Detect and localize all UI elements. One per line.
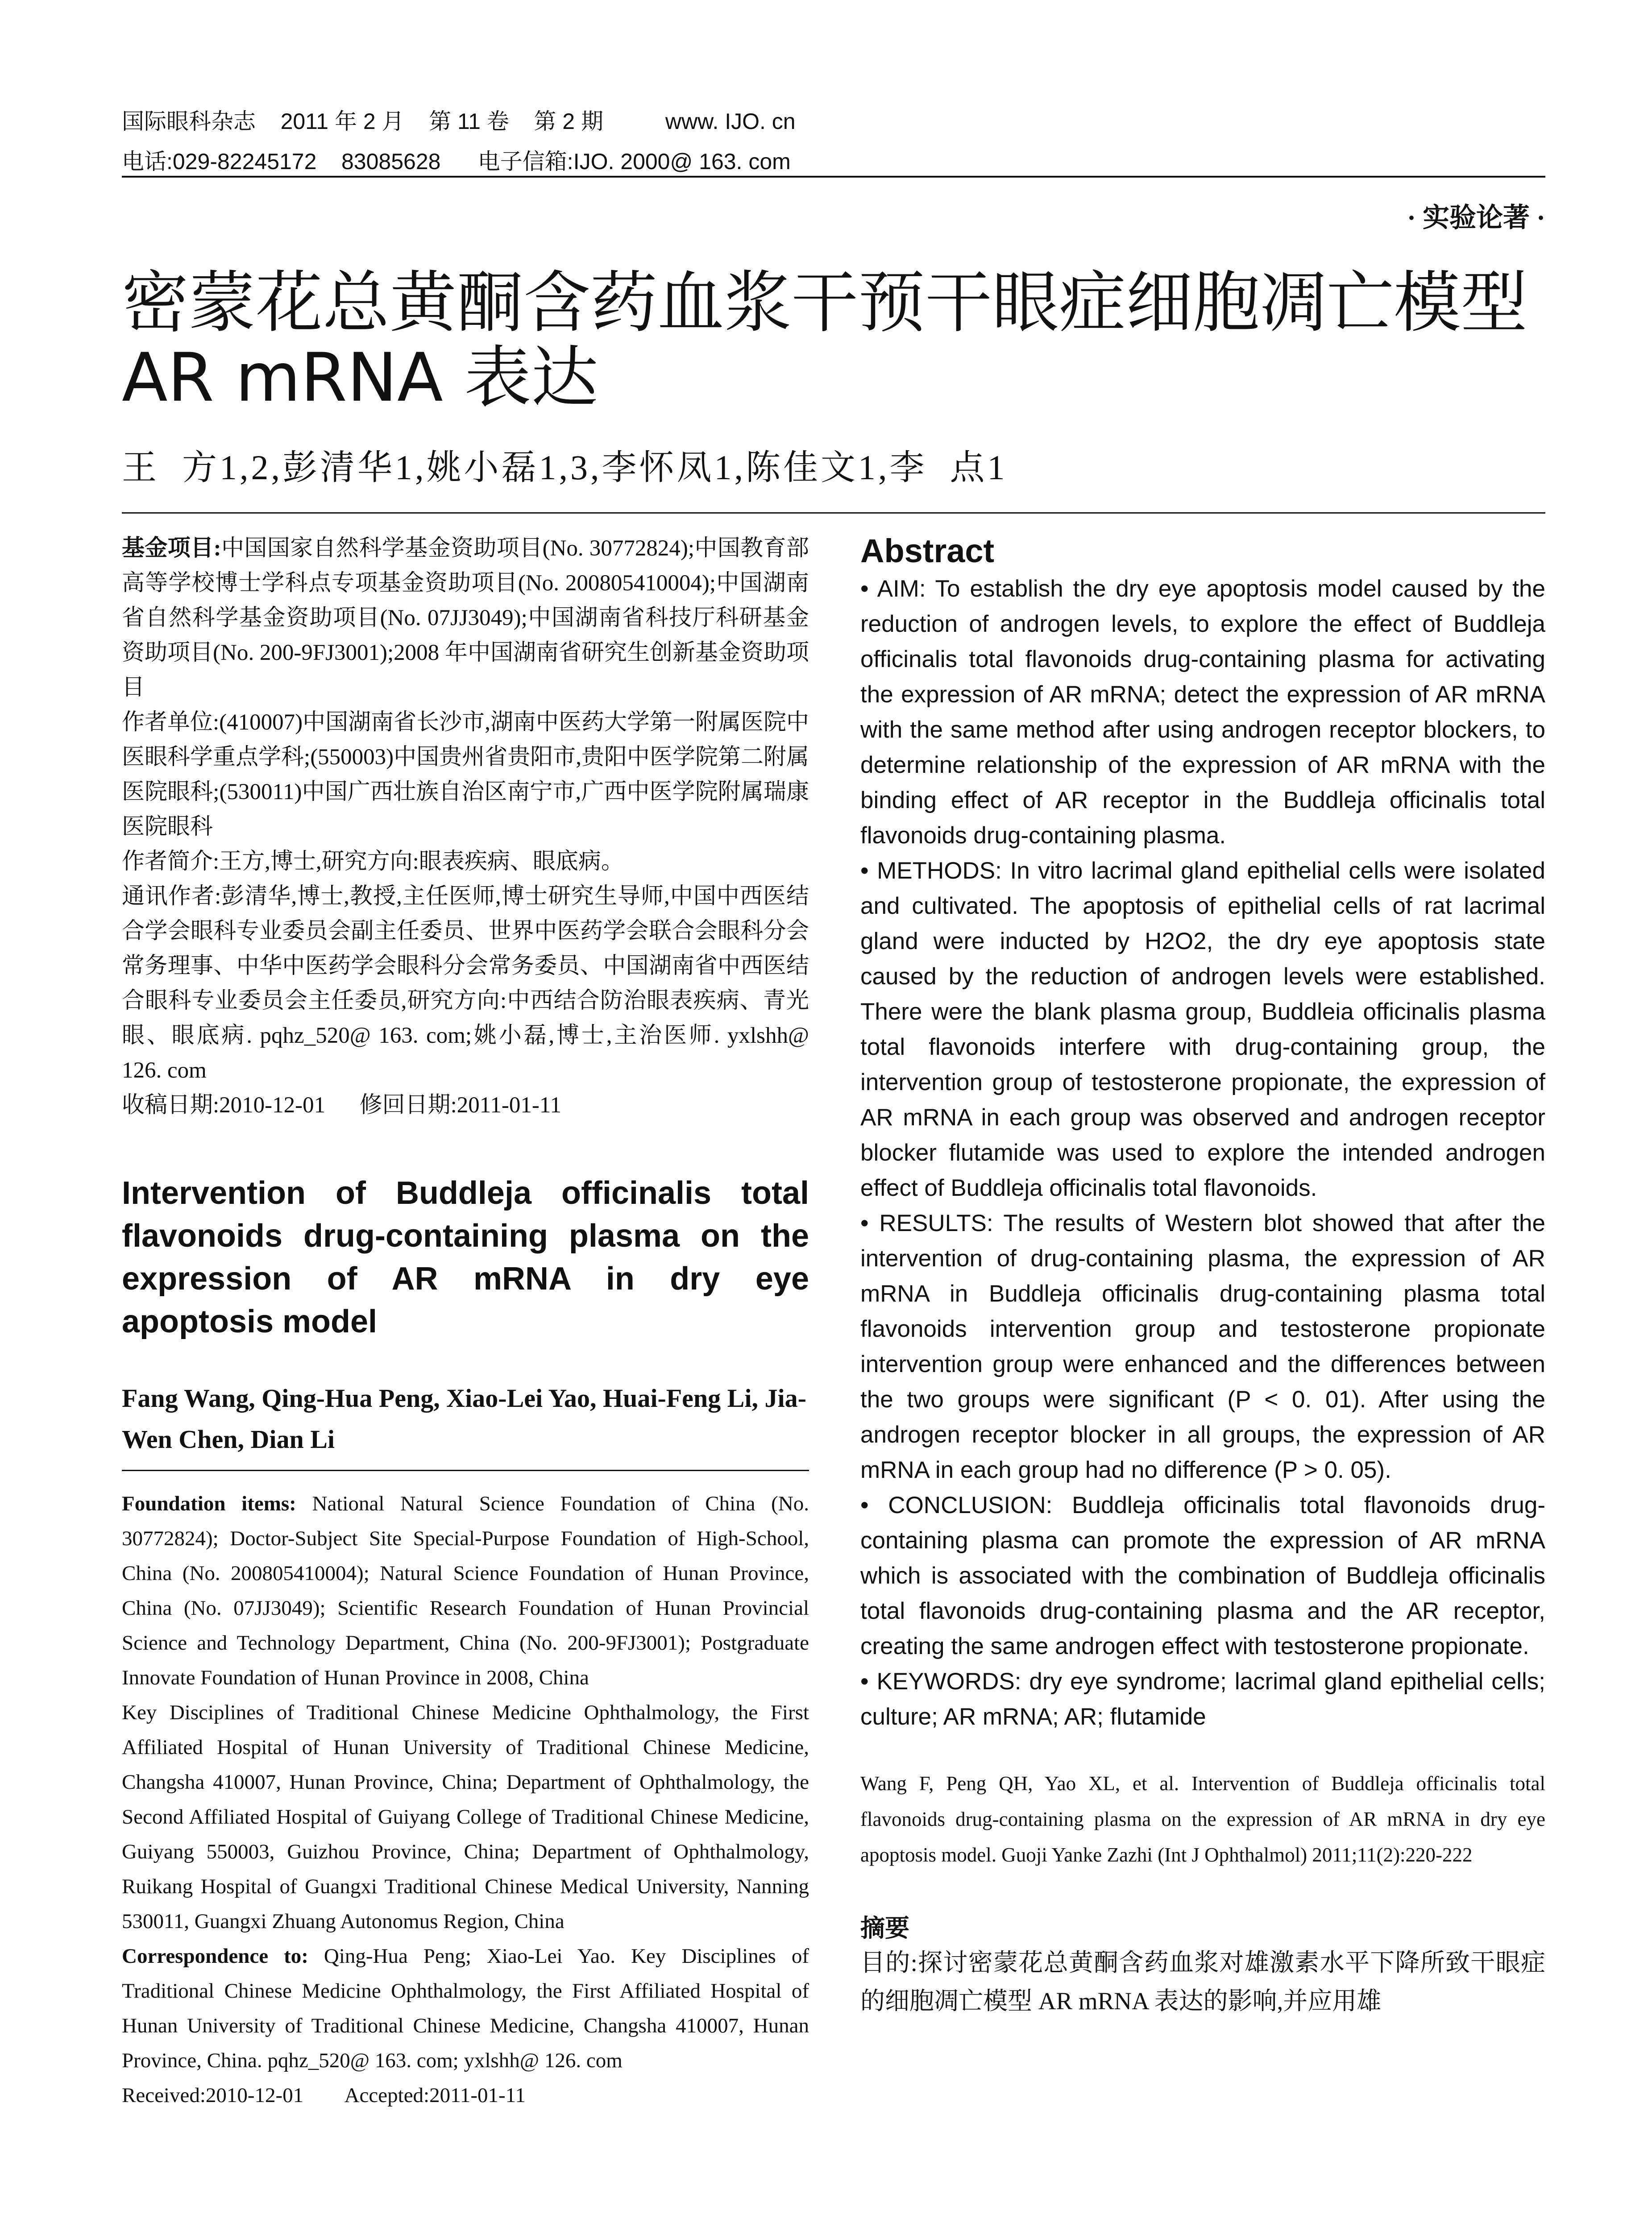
zh-abstract-heading: 摘要 [860, 1915, 910, 1942]
abstract-methods: • METHODS: In vitro lacrimal gland epithelial cells were isolated and cultivated. The apoptosis of epithelial cells of rat lacrimal gland were inducted by H2O2, the dry eye apoptosis state caused by the reduction of androgen levels were established. There were the blank plasma group, Buddleia officinalis plasma total flavonoids interfere with drug-containing group, the intervention group of testosterone propionate, the expression of AR mRNA in each group was observed and androgen receptor blocker flutamide was used to explore the intended androgen effect of Buddleja officinalis total flavonoids. [860, 858, 1545, 1201]
affiliation-en: Key Disciplines of Traditional Chinese Medicine Ophthalmology, the First Affiliated Hospital of Hunan University of Traditional Chinese Medicine, Changsha 410007, Hunan Province, China; Department of Ophthalmology, the Second Affiliated Hospital of Guiyang College of Traditional Chinese Medicine, Guiyang 550003, Guizhou Province, China; Department of Ophthalmology, Ruikang Hospital of Guangxi Traditional Chinese Medical University, Nanning 530011, Guangxi Zhuang Autonomus Region, China [122, 1701, 809, 1933]
funding-label: 基金项目: [122, 536, 221, 561]
right-column [860, 531, 1545, 2020]
abstract-conclusion: • CONCLUSION: Buddleja officinalis total flavonoids drug-containing plasma can promote the expression of AR mRNA which is associated with the combination of Buddleja officinalis total flavonoids drug-containing plasma and the AR receptor, creating the same androgen effect with testosterone propionate. [860, 1492, 1545, 1659]
english-metadata [122, 1486, 809, 2113]
correspondence-text: Qing-Hua Peng; Xiao-Lei Yao. Key Disciplines of Traditional Chinese Medicine Ophthalmology, the First Affiliated Hospital of Hunan University of Traditional Chinese Medicine, Changsha 410007, Hunan Province, China. pqhz_520@ 163. com; yxlshh@ 126. com [122, 1945, 809, 2072]
cn-metadata [122, 531, 809, 1123]
journal-header-line2: 电话:029-82245172 83085628 电子信箱:IJO. 2000@ 163. com [122, 149, 791, 174]
dates-cn: 收稿日期:2010-12-01 修回日期:2011-01-11 [122, 1093, 561, 1118]
article-title: 密蒙花总黄酮含药血浆干预干眼症细胞凋亡模型 AR mRNA 表达 [122, 264, 1528, 417]
english-title: Intervention of Buddleja officinalis total flavonoids drug-containing plasma on the expression of AR mRNA in dry eye apoptosis model [122, 1175, 809, 1339]
abstract-body [860, 571, 1545, 1734]
correspondence-cn: 通讯作者:彭清华,博士,教授,主任医师,博士研究生导师,中国中西医结合学会眼科专业委员会副主任委员、世界中医药学会联合会眼科分会常务理事、中华中医药学会眼科分会常务委员、中国湖南省中西医结合眼科专业委员会主任委员,研究方向:中西结合防治眼表疾病、青光眼、眼底病. pqhz_520@ 163. com;姚小磊,博士,主治医师. yxlshh@ 126. com [122, 884, 809, 1083]
authors-divider [122, 1470, 809, 1471]
funding-paragraph [122, 531, 809, 705]
correspondence-label: Correspondence to: [122, 1945, 308, 1968]
foundation-label: Foundation items: [122, 1492, 296, 1515]
author-bio: 作者简介:王方,博士,研究方向:眼表疾病、眼底病。 [122, 849, 624, 874]
received-accepted: Received:2010-12-01 Accepted:2011-01-11 [122, 2084, 526, 2107]
foundation-paragraph [122, 1486, 809, 1695]
section-tag: · 实验论著 · [1407, 203, 1545, 232]
author-list-cn: 王 方1,2,彭清华1,姚小磊1,3,李怀凤1,陈佳文1,李 点1 [122, 448, 1008, 487]
abstract-heading: Abstract [860, 532, 995, 569]
abstract-aim: • AIM: To establish the dry eye apoptosis model caused by the reduction of androgen levels, to explore the effect of Buddleja officinalis total flavonoids drug-containing plasma for activating the expression of AR mRNA; detect the expression of AR mRNA with the same method after using androgen receptor blockers, to determine relationship of the expression of AR mRNA with the binding effect of AR receptor in the Buddleja officinalis total flavonoids drug-containing plasma. [860, 576, 1545, 849]
zh-abstract-aim: 目的:探讨密蒙花总黄酮含药血浆对雄激素水平下降所致干眼症的细胞凋亡模型 AR mRNA 表达的影响,并应用雄 [860, 1949, 1545, 2015]
citation: Wang F, Peng QH, Yao XL, et al. Intervention of Buddleja officinalis total flavonoids drug-containing plasma on the expression of AR mRNA in dry eye apoptosis model. Guoji Yanke Zazhi (Int J Ophthalmol) 2011;11(2):220-222 [860, 1772, 1545, 1866]
header-divider [122, 176, 1545, 178]
abstract-keywords: • KEYWORDS: dry eye syndrome; lacrimal gland epithelial cells; culture; AR mRNA; AR; flutamide [860, 1668, 1545, 1730]
foundation-text: National Natural Science Foundation of China (No. 30772824); Doctor-Subject Site Special-Purpose Foundation of High-School, China (No. 200805410004); Natural Science Foundation of Hunan Province, China (No. 07JJ3049); Scientific Research Foundation of Hunan Provincial Science and Technology Department, China (No. 200-9FJ3001); Postgraduate Innovate Foundation of Hunan Province in 2008, China [122, 1492, 809, 1689]
abstract-results: • RESULTS: The results of Western blot showed that after the intervention of drug-containing plasma, the expression of AR mRNA in Buddleja officinalis drug-containing plasma total flavonoids intervention group and testosterone propionate intervention group were enhanced and the differences between the two groups were significant (P < 0. 01). After using the androgen receptor blocker in all groups, the expression of AR mRNA in each group had no difference (P > 0. 05). [860, 1210, 1545, 1483]
title-divider [122, 512, 1545, 514]
affiliation-cn: 作者单位:(410007)中国湖南省长沙市,湖南中医药大学第一附属医院中医眼科学重点学科;(550003)中国贵州省贵阳市,贵阳中医学院第二附属医院眼科;(530011)中国广西壮族自治区南宁市,广西中医学院附属瑞康医院眼科 [122, 710, 809, 839]
funding-text: 中国国家自然科学基金资助项目(No. 30772824);中国教育部高等学校博士学科点专项基金资助项目(No. 200805410004);中国湖南省自然科学基金资助项目(No. 07JJ3049);中国湖南省科技厅科研基金资助项目(No. 200-9FJ3001);2008 年中国湖南省研究生创新基金资助项目 [122, 536, 809, 700]
journal-header-line1: 国际眼科杂志 2011 年 2 月 第 11 卷 第 2 期 www. IJO. cn [122, 109, 796, 134]
left-column [122, 531, 809, 2113]
english-authors: Fang Wang, Qing-Hua Peng, Xiao-Lei Yao, Huai-Feng Li, Jia-Wen Chen, Dian Li [122, 1384, 806, 1454]
correspondence-paragraph [122, 1939, 809, 2078]
